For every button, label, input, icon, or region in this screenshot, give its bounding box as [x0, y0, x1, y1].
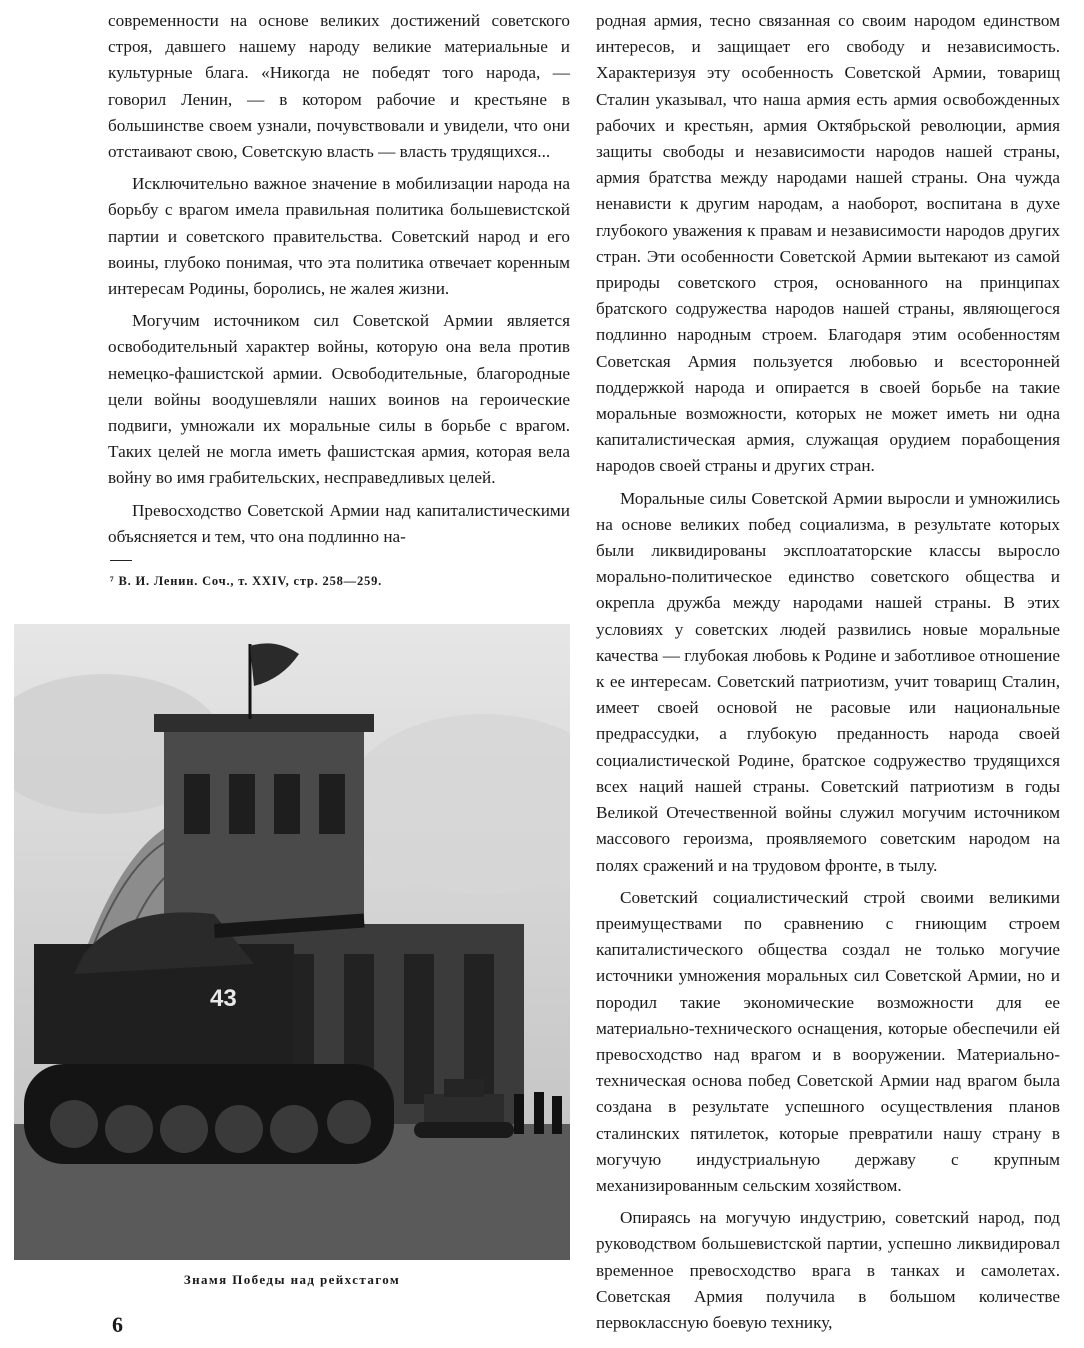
reichstag-illustration: [14, 624, 570, 1260]
paragraph: Опираясь на могучую индустрию, советский народ, под руководством большевистской партии, успешно ликвидировал временное превосходство врага в танках и самолетах. Советская Армия получила в большом количестве первоклассную боевую технику,: [596, 1208, 1060, 1332]
paragraph: Исключительно важное значение в мобилизации народа на борьбу с врагом имела правильная политика большевистской партии и советского правительства. Советский народ и его воины, глубоко понимая, что эта политика отвечает коренным интересам Родины, боролись, не жалея жизни.: [108, 174, 570, 299]
footnote-divider: [110, 560, 132, 561]
page-number: 6: [112, 1312, 123, 1337]
right-text-column: [596, 8, 1060, 1342]
paragraph: Превосходство Советской Армии над капиталистическими объясняется и тем, что она подлинно на-: [108, 500, 570, 546]
paragraph: Могучим источником сил Советской Армии является освободительный характер войны, которую она вела против немецко-фашистской армии. Освободительные, благородные цели войны воодушевляли наших воинов на героические подвиги, умножали их моральные силы в борьбе с врагом. Таких целей не могла иметь фашистская армия, которая вела войну во имя грабительских, несправедливых целей.: [108, 311, 570, 488]
left-text-column: [108, 8, 570, 556]
paragraph: Советский социалистический строй своими великими преимуществами по сравнению с гниющим строем капиталистического общества создал не только могучие источники умножения моральных сил Советской Армии, но и породил такие экономические возможности для ее материально-технического оснащения, которые обеспечили ей превосходство над врагом и в вооружении. Материально-техническая основа побед Советской Армии над врагом была создана в результате успешного осуществления планов сталинских пятилеток, которые превратили нашу страну в могучую индустриальную державу с крупным механизированным сельским хозяйством.: [596, 887, 1060, 1195]
footnote: ⁷ В. И. Ленин. Соч., т. XXIV, стр. 258—259.: [110, 574, 383, 588]
figure-caption: Знамя Победы над рейхстагом: [183, 1272, 401, 1287]
paragraph: современности на основе великих достижений советского строя, давшего нашему народу великие материальные и культурные блага. «Никогда не победят того народа, — говорил Ленин, — в котором рабочие и крестьяне в большинстве своем узнали, почувствовали и увидели, что они отстаивают свою, Советскую власть — власть трудящихся...: [108, 11, 570, 162]
tank-number: 43: [210, 985, 237, 1012]
paragraph: Моральные силы Советской Армии выросли и умножились на основе великих побед социализма, в результате которых были ликвидированы эксплоататорские классы выросло морально-политическое единство советского общества и окрепла дружба между народами нашей страны. В этих условиях у советских людей развились новые моральные качества — глубокая любовь к Родине и заботливое отношение к ее интересам. Советский патриотизм, учит товарищ Сталин, имеет своей основой не расовые или национальные предрассудки, а глубокую преданность народа своей социалистической Родине, братское содружество трудящихся всех наций нашей страны. Советский патриотизм в годы Великой Отечественной войны служил могучим источником массового героизма, проявляемого советским народом на полях сражений и на трудовом фронте, в тылу.: [596, 488, 1060, 875]
paragraph: родная армия, тесно связанная со своим народом единством интересов, и защищает его свободу и независимость. Характеризуя эту особенность Советской Армии, товарищ Сталин указывал, что наша армия есть армия освобожденных рабочих и крестьян, армия Октябрьской революции, армия защиты свободы и независимости народов нашей страны, армия братства между народами нашей страны. Она чужда ненависти к другим народам, а наоборот, воспитана в духе глубокого уважения к правам и независимости народов других стран. Эти особенности Советской Армии вытекают из самой природы советского строя, основанного на принципах братского содружества народов нашей страны, являющегося подлинно народным строем. Благодаря этим особенностям Советская Армия пользуется любовью и всесторонней поддержкой народа и опирается в своей борьбе на такие моральные возможности, которых не может иметь ни одна капиталистическая армия, служащая орудием порабощения народов своей страны и других стран.: [596, 11, 1060, 476]
